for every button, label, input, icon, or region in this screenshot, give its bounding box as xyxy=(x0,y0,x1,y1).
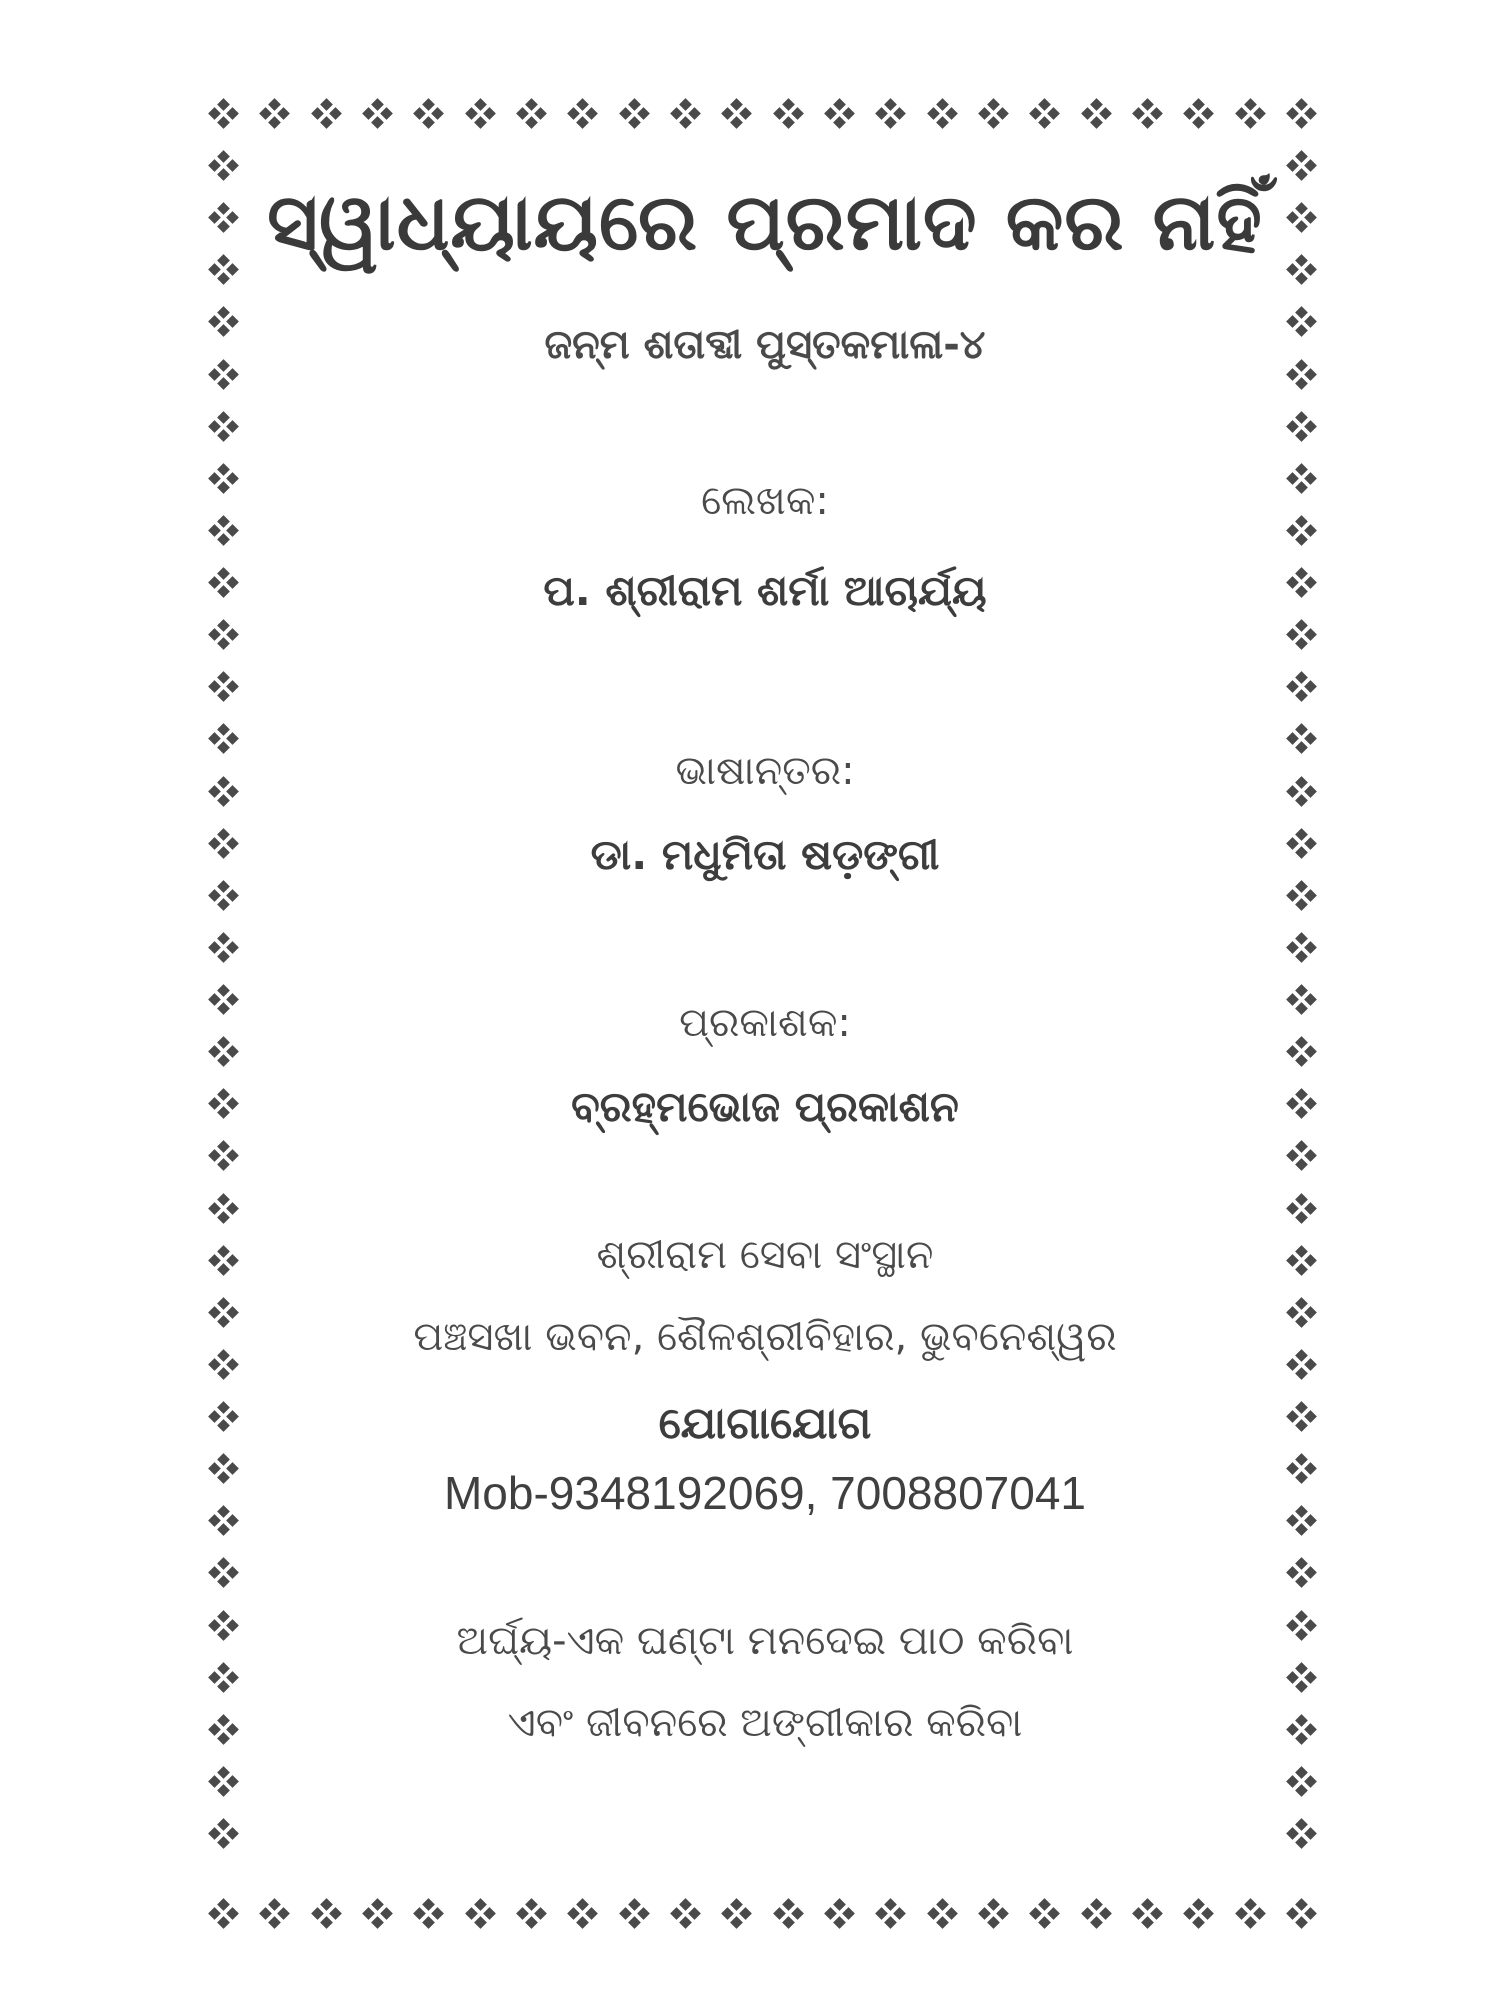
border-ornament-icon xyxy=(208,723,240,755)
border-ornament-icon xyxy=(1183,1898,1215,1930)
border-ornament-icon xyxy=(208,1505,240,1537)
border-ornament-icon xyxy=(875,1898,907,1930)
ornamental-border-bottom xyxy=(208,1898,1318,1930)
border-ornament-icon xyxy=(311,1898,343,1930)
border-ornament-icon xyxy=(1286,1714,1318,1746)
ornamental-border-top xyxy=(208,98,1318,130)
border-ornament-icon xyxy=(516,1898,548,1930)
border-ornament-icon xyxy=(1029,98,1061,130)
border-ornament-icon xyxy=(208,932,240,964)
contact-heading: ଯୋଗାଯୋଗ xyxy=(658,1398,872,1449)
border-ornament-icon xyxy=(1286,1610,1318,1642)
border-ornament-icon xyxy=(208,671,240,703)
border-ornament-icon xyxy=(619,98,651,130)
border-ornament-icon xyxy=(208,984,240,1016)
border-ornament-icon xyxy=(1286,619,1318,651)
ornamental-border-right xyxy=(1286,150,1318,1850)
border-ornament-icon xyxy=(1235,98,1267,130)
book-title: ସ୍ୱାଧ୍ୟାୟରେ ପ୍ରମାଦ କର ନାହିଁ xyxy=(267,178,1263,268)
border-ornament-icon xyxy=(1286,1245,1318,1277)
border-ornament-icon xyxy=(1286,98,1318,130)
border-ornament-icon xyxy=(362,98,394,130)
border-ornament-icon xyxy=(465,1898,497,1930)
border-ornament-icon xyxy=(875,98,907,130)
border-ornament-icon xyxy=(208,463,240,495)
border-ornament-icon xyxy=(465,98,497,130)
border-ornament-icon xyxy=(208,150,240,182)
border-ornament-icon xyxy=(413,1898,445,1930)
border-ornament-icon xyxy=(1286,1662,1318,1694)
border-ornament-icon xyxy=(413,98,445,130)
border-ornament-icon xyxy=(567,98,599,130)
border-ornament-icon xyxy=(208,828,240,860)
border-ornament-icon xyxy=(1081,98,1113,130)
border-ornament-icon xyxy=(1286,776,1318,808)
border-ornament-icon xyxy=(1286,1088,1318,1120)
border-ornament-icon xyxy=(208,1766,240,1798)
border-ornament-icon xyxy=(670,98,702,130)
publisher-name: ବ୍ରହ୍ମଭୋଜ ପ୍ରକାଶନ xyxy=(571,1082,959,1131)
border-ornament-icon xyxy=(1286,150,1318,182)
publisher-label: ପ୍ରକାଶକ: xyxy=(679,1000,851,1046)
border-ornament-icon xyxy=(208,1088,240,1120)
border-ornament-icon xyxy=(1286,984,1318,1016)
border-ornament-icon xyxy=(1286,463,1318,495)
border-ornament-icon xyxy=(1286,723,1318,755)
border-ornament-icon xyxy=(208,98,240,130)
border-ornament-icon xyxy=(1286,1818,1318,1850)
border-ornament-icon xyxy=(1286,932,1318,964)
border-ornament-icon xyxy=(1286,1297,1318,1329)
author-label: ଲେଖକ: xyxy=(701,478,829,524)
border-ornament-icon xyxy=(208,202,240,234)
translator-name: ଡା. ମଧୁମିତା ଷଡ଼ଙ୍ଗୀ xyxy=(590,830,940,879)
border-ornament-icon xyxy=(208,1036,240,1068)
border-ornament-icon xyxy=(1286,1193,1318,1225)
border-ornament-icon xyxy=(1286,306,1318,338)
border-ornament-icon xyxy=(721,98,753,130)
border-ornament-icon xyxy=(1132,1898,1164,1930)
border-ornament-icon xyxy=(208,1557,240,1589)
border-ornament-icon xyxy=(619,1898,651,1930)
border-ornament-icon xyxy=(978,1898,1010,1930)
border-ornament-icon xyxy=(773,98,805,130)
translator-label: ଭାଷାନ୍ତର: xyxy=(675,748,855,794)
price-note-line-2: ଏବଂ ଜୀବନରେ ଅଙ୍ଗୀକାର କରିବା xyxy=(507,1700,1023,1746)
border-ornament-icon xyxy=(208,880,240,912)
border-ornament-icon xyxy=(1286,1453,1318,1485)
border-ornament-icon xyxy=(1286,1401,1318,1433)
border-ornament-icon xyxy=(670,1898,702,1930)
border-ornament-icon xyxy=(1183,98,1215,130)
border-ornament-icon xyxy=(208,1898,240,1930)
contact-mobile: Mob-9348192069, 7008807041 xyxy=(443,1467,1087,1519)
border-ornament-icon xyxy=(208,1453,240,1485)
border-ornament-icon xyxy=(978,98,1010,130)
border-ornament-icon xyxy=(1286,880,1318,912)
border-ornament-icon xyxy=(208,776,240,808)
price-note-line-1: ଅର୍ଘ୍ୟ-ଏକ ଘଣ୍ଟା ମନଦେଇ ପାଠ କରିବା xyxy=(456,1618,1074,1664)
border-ornament-icon xyxy=(208,254,240,286)
ornamental-border-left xyxy=(208,150,240,1850)
border-ornament-icon xyxy=(208,1297,240,1329)
border-ornament-icon xyxy=(1286,1557,1318,1589)
border-ornament-icon xyxy=(208,1714,240,1746)
border-ornament-icon xyxy=(1286,202,1318,234)
border-ornament-icon xyxy=(1286,1036,1318,1068)
border-ornament-icon xyxy=(824,98,856,130)
border-ornament-icon xyxy=(927,98,959,130)
author-name: ପ. ଶ୍ରୀରାମ ଶର୍ମା ଆଚାର୍ଯ୍ୟ xyxy=(543,566,987,615)
border-ornament-icon xyxy=(1286,1898,1318,1930)
border-ornament-icon xyxy=(208,1401,240,1433)
series-title: ଜନ୍ମ ଶତାବ୍ଦୀ ପୁସ୍ତକମାଳା-୪ xyxy=(544,322,986,368)
border-ornament-icon xyxy=(1081,1898,1113,1930)
border-ornament-icon xyxy=(208,567,240,599)
border-ornament-icon xyxy=(259,98,291,130)
border-ornament-icon xyxy=(1235,1898,1267,1930)
border-ornament-icon xyxy=(208,411,240,443)
border-ornament-icon xyxy=(1286,1140,1318,1172)
border-ornament-icon xyxy=(259,1898,291,1930)
border-ornament-icon xyxy=(208,359,240,391)
border-ornament-icon xyxy=(208,1349,240,1381)
border-ornament-icon xyxy=(1286,359,1318,391)
border-ornament-icon xyxy=(1286,1349,1318,1381)
border-ornament-icon xyxy=(208,1245,240,1277)
border-ornament-icon xyxy=(311,98,343,130)
border-ornament-icon xyxy=(1029,1898,1061,1930)
border-ornament-icon xyxy=(1286,411,1318,443)
border-ornament-icon xyxy=(208,1662,240,1694)
border-ornament-icon xyxy=(1286,567,1318,599)
border-ornament-icon xyxy=(824,1898,856,1930)
organization-address: ପଞ୍ଚସଖା ଭବନ, ଶୈଳଶ୍ରୀବିହାର, ଭୁବନେଶ୍ୱର xyxy=(413,1314,1117,1360)
border-ornament-icon xyxy=(567,1898,599,1930)
border-ornament-icon xyxy=(927,1898,959,1930)
border-ornament-icon xyxy=(1286,1766,1318,1798)
border-ornament-icon xyxy=(773,1898,805,1930)
border-ornament-icon xyxy=(362,1898,394,1930)
border-ornament-icon xyxy=(208,515,240,547)
border-ornament-icon xyxy=(516,98,548,130)
border-ornament-icon xyxy=(208,1193,240,1225)
border-ornament-icon xyxy=(208,306,240,338)
border-ornament-icon xyxy=(208,1610,240,1642)
border-ornament-icon xyxy=(1132,98,1164,130)
organization-name: ଶ୍ରୀରାମ ସେବା ସଂସ୍ଥାନ xyxy=(596,1232,934,1278)
border-ornament-icon xyxy=(1286,515,1318,547)
border-ornament-icon xyxy=(1286,1505,1318,1537)
border-ornament-icon xyxy=(1286,254,1318,286)
border-ornament-icon xyxy=(208,1818,240,1850)
border-ornament-icon xyxy=(1286,671,1318,703)
border-ornament-icon xyxy=(208,1140,240,1172)
border-ornament-icon xyxy=(721,1898,753,1930)
border-ornament-icon xyxy=(1286,828,1318,860)
border-ornament-icon xyxy=(208,619,240,651)
